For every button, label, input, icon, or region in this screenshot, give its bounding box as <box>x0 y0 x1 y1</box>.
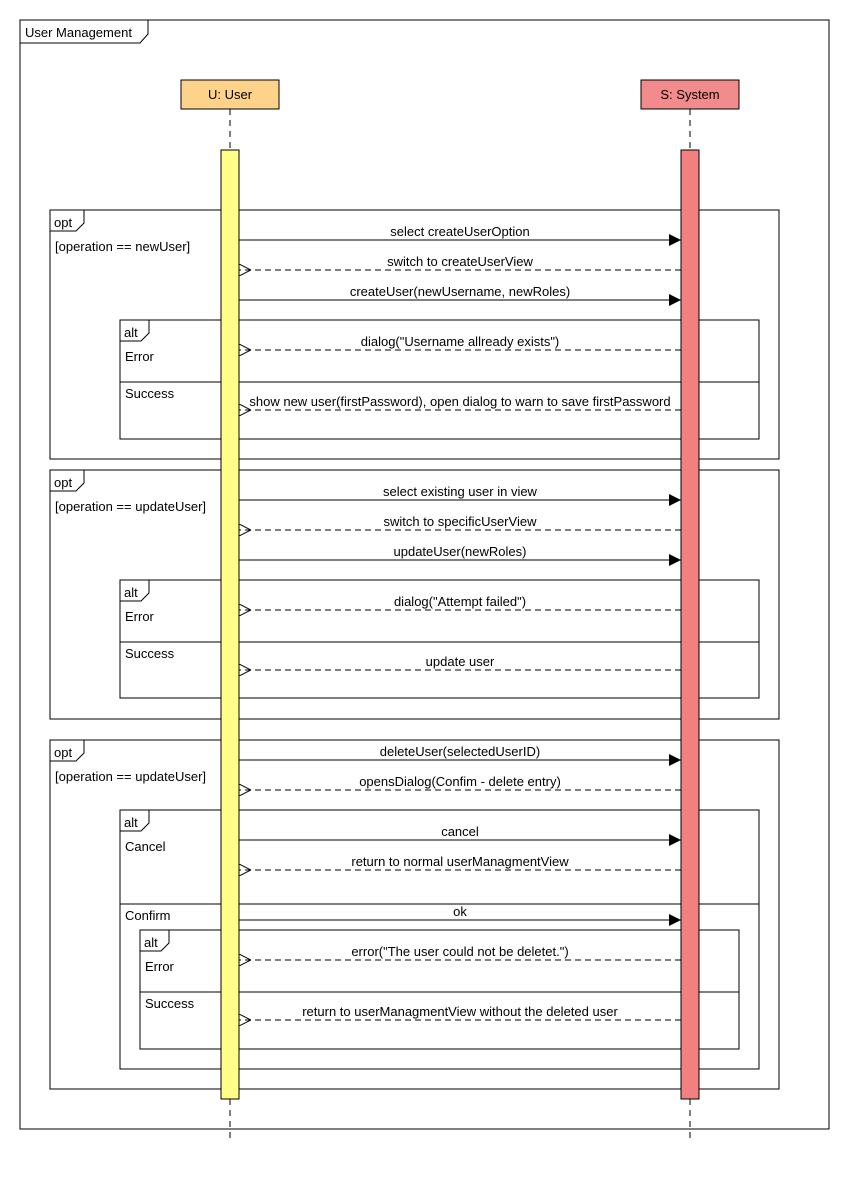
fragment-guard: [operation == newUser] <box>55 239 191 254</box>
message-reply[interactable] <box>239 854 681 870</box>
fragment-operand-success: Success <box>125 646 175 661</box>
fragment-operator: opt <box>54 215 73 230</box>
fragment-operator: alt <box>124 325 138 340</box>
message-call[interactable] <box>239 824 681 840</box>
fragment-operator: alt <box>144 935 158 950</box>
message-label: createUser(newUsername, newRoles) <box>349 284 571 299</box>
fragment-operand-error: Error <box>125 609 154 624</box>
fragment-guard: [operation == updateUser] <box>55 499 207 514</box>
message-label: opensDialog(Confim - delete entry) <box>359 774 561 789</box>
lifeline-user[interactable] <box>181 80 279 109</box>
message-label: switch to specificUserView <box>383 514 537 529</box>
message-reply[interactable] <box>239 394 681 410</box>
message-label: update user <box>425 654 495 669</box>
message-reply[interactable] <box>239 334 681 350</box>
fragment-operand-cancel: Cancel <box>125 839 166 854</box>
fragment-operator: alt <box>124 815 138 830</box>
fragment-operator: opt <box>54 745 73 760</box>
frame-title: User Management <box>25 25 132 40</box>
message-label: dialog("Attempt failed") <box>393 594 527 609</box>
message-reply[interactable] <box>239 654 681 670</box>
message-reply[interactable] <box>239 594 681 610</box>
fragment-operand-success: Success <box>145 996 195 1011</box>
message-call[interactable] <box>239 904 681 920</box>
activation-bar-user <box>221 150 239 1099</box>
fragment-guard: [operation == updateUser] <box>55 769 207 784</box>
message-label: show new user(firstPassword), open dialog to warn to save firstPassword <box>249 394 671 409</box>
fragment-operand-error: Error <box>125 349 154 364</box>
fragment-operator: alt <box>124 585 138 600</box>
fragment-operand-success: Success <box>125 386 175 401</box>
message-label: error("The user could not be deletet.") <box>351 944 569 959</box>
lifeline-system[interactable] <box>641 80 739 109</box>
message-call[interactable] <box>239 224 681 240</box>
message-label: dialog("Username allready exists") <box>360 334 560 349</box>
message-reply[interactable] <box>239 254 681 270</box>
fragment-border <box>120 810 759 1069</box>
lifeline-user-label: U: User <box>207 87 253 102</box>
frame-user-management <box>20 20 829 1129</box>
message-call[interactable] <box>239 744 681 760</box>
message-label: ok <box>453 904 467 919</box>
lifeline-system-label: S: System <box>660 87 720 102</box>
frame-border <box>20 20 829 1129</box>
message-reply[interactable] <box>239 944 681 960</box>
fragment-alt-cancel-confirm <box>120 810 759 1069</box>
message-label: select createUserOption <box>390 224 530 239</box>
message-label: select existing user in view <box>383 484 537 499</box>
fragment-operand-error: Error <box>145 959 174 974</box>
message-label: return to normal userManagmentView <box>351 854 569 869</box>
message-reply[interactable] <box>239 774 681 790</box>
message-label: updateUser(newRoles) <box>393 544 527 559</box>
message-label: cancel <box>441 824 479 839</box>
fragment-operand-confirm: Confirm <box>125 908 171 923</box>
message-call[interactable] <box>239 484 681 500</box>
message-reply[interactable] <box>239 1004 681 1020</box>
message-label: deleteUser(selectedUserID) <box>379 744 541 759</box>
fragment-operator: opt <box>54 475 73 490</box>
message-label: switch to createUserView <box>387 254 533 269</box>
message-call[interactable] <box>239 544 681 560</box>
message-label: return to userManagmentView without the deleted user <box>302 1004 618 1019</box>
activation-bar-system <box>681 150 699 1099</box>
message-reply[interactable] <box>239 514 681 530</box>
message-call[interactable] <box>239 284 681 300</box>
